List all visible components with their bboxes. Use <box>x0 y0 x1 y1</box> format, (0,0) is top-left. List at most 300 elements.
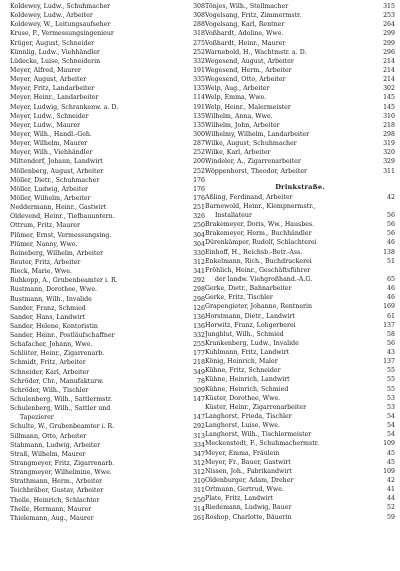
directory-entry <box>10 20 205 29</box>
directory-entry <box>10 258 205 267</box>
directory-entry <box>205 257 395 266</box>
entry-number: 330 <box>193 249 205 257</box>
directory-entry <box>205 385 395 394</box>
entry-number: 310 <box>383 112 395 120</box>
directory-entry <box>205 302 395 311</box>
entry-number: 145 <box>383 103 395 111</box>
entry-name: Dürenkämper, Rudolf, Schlachterei <box>205 239 317 247</box>
entry-name: Schulenberg, Wilh., Sattler und <box>10 405 111 413</box>
directory-entry <box>205 412 395 421</box>
entry-number: 191 <box>193 66 205 74</box>
directory-entry <box>10 505 205 514</box>
entry-name: Thelle, Hermann, Maurer <box>10 505 92 513</box>
entry-name: Grapengieter, Johanne, Rentnerin <box>205 303 313 311</box>
entry-name: Windeler, A., Zigarrenarbeiter <box>205 158 301 166</box>
entry-name: Meyer, Fr., Bauer, Gastwirt <box>205 458 291 466</box>
entry-name: Meyer, Heinr., Landarbeiter <box>10 94 99 102</box>
directory-entry <box>205 157 395 166</box>
directory-entry <box>10 322 205 331</box>
right-bottom-list <box>205 193 395 522</box>
entry-number: 253 <box>383 12 395 20</box>
directory-entry <box>205 266 395 275</box>
directory-entry <box>205 403 395 412</box>
entry-number: 309 <box>193 386 205 394</box>
entry-name: Schneider, Karl, Arbeiter <box>10 368 90 376</box>
directory-entry <box>205 476 395 485</box>
entry-number: 135 <box>193 112 205 120</box>
entry-name: Wöppenhorst, Theodor, Arbeiter <box>205 167 308 175</box>
entry-number: 169 <box>383 303 395 311</box>
entry-number: 61 <box>387 312 395 320</box>
entry-name: Meyer, Alfred, Maurer <box>10 66 81 74</box>
entry-number: 275 <box>193 39 205 47</box>
entry-number: 52 <box>387 504 395 512</box>
entry-number: 300 <box>193 130 205 138</box>
directory-entry <box>10 121 205 130</box>
entry-number: 56 <box>387 339 395 347</box>
directory-entry <box>10 84 205 93</box>
entry-name: Sander, Helene, Kontoristin <box>10 322 98 330</box>
directory-entry <box>10 404 205 413</box>
entry-name: Kühne, Heinrich, Landwirt <box>205 376 290 384</box>
directory-entry <box>10 468 205 477</box>
entry-name: Oldenburger, Adam, Dreher <box>205 477 294 485</box>
entry-name: Lüdecke, Luise, Schneiderin <box>10 57 101 65</box>
directory-entry <box>205 449 395 458</box>
entry-number: 200 <box>193 158 205 166</box>
entry-name: Rieck, Marie, Wwe. <box>10 268 72 276</box>
directory-entry <box>205 93 395 102</box>
directory-entry <box>205 220 395 229</box>
directory-entry <box>10 450 205 459</box>
directory-entry <box>10 514 205 523</box>
directory-entry <box>205 394 395 403</box>
entry-name: Meyer, Fritz, Landarbeiter <box>10 85 95 93</box>
directory-entry <box>205 421 395 430</box>
directory-entry <box>10 422 205 431</box>
entry-name: Rustmann, Wilh., Invalide <box>10 295 92 303</box>
entry-number: 43 <box>387 349 395 357</box>
entry-name: Schröder, Wilh., Tischler <box>10 386 89 394</box>
directory-entry <box>10 66 205 75</box>
entry-name: Küster, Heinr., Zigarrenarbeiter <box>205 403 307 411</box>
entry-number: 55 <box>387 385 395 393</box>
entry-name: Meyer, Ludw., Schneider <box>10 112 89 120</box>
entry-name: Kühne, Heinrich, Schmied <box>205 385 289 393</box>
directory-entry <box>205 193 395 202</box>
directory-entry <box>205 275 395 284</box>
directory-entry <box>205 121 395 130</box>
entry-number: 349 <box>193 368 205 376</box>
directory-entry <box>10 267 205 276</box>
entry-name: Jungblut, Wilh., Schmied <box>205 330 284 338</box>
entry-name: Koldewey, W., Leitungsaufseher <box>10 21 111 29</box>
directory-entry <box>10 249 205 258</box>
entry-name: Vogelsang, Fritz, Zimmermstr. <box>205 12 302 20</box>
entry-number: 332 <box>193 57 205 65</box>
directory-entry <box>10 276 205 285</box>
entry-name: Wegesend, August, Arbeiter <box>205 57 294 65</box>
entry-number: 42 <box>387 477 395 485</box>
entry-number: 135 <box>193 85 205 93</box>
entry-number: 136 <box>193 322 205 330</box>
entry-number: 312 <box>193 258 205 266</box>
entry-name: Meyer, Ludw., Maurer <box>10 121 81 129</box>
directory-entry <box>10 395 205 404</box>
entry-name: Wegesend, Herm., Arbeiter <box>205 66 292 74</box>
directory-entry <box>205 430 395 439</box>
entry-name: Einhoff, H., Reichsb.-Betr.-Ass. <box>205 248 303 256</box>
entry-name: Roshop, Charlotte, Bäuerin <box>205 513 292 521</box>
directory-entry <box>10 39 205 48</box>
entry-number: 308 <box>193 12 205 20</box>
directory-entry <box>205 348 395 357</box>
right-top-list <box>205 2 395 176</box>
directory-entry <box>205 503 395 512</box>
entry-number: 214 <box>383 66 395 74</box>
entry-number: 304 <box>193 231 205 239</box>
entry-number: 255 <box>193 341 205 349</box>
entry-name: Thielemann, Aug., Maurer <box>10 514 94 522</box>
entry-number: 45 <box>387 458 395 466</box>
entry-name: Krüger, August, Schneider <box>10 39 95 47</box>
entry-number: 326 <box>193 213 205 221</box>
entry-name: Tapezierer <box>20 414 54 422</box>
entry-number: 65 <box>387 275 395 283</box>
directory-entry <box>10 368 205 377</box>
entry-number: 54 <box>387 413 395 421</box>
directory-entry <box>205 148 395 157</box>
entry-name: Strangmeyer, Fritz, Zigarrenarb. <box>10 460 115 468</box>
entry-number: 176 <box>193 185 205 193</box>
entry-name: Koldewey, Ludw., Schuhmacher <box>10 3 111 10</box>
entry-name: Langhorst, Luise, Wwe. <box>205 422 280 430</box>
entry-number: 332 <box>193 332 205 340</box>
entry-number: 313 <box>193 432 205 440</box>
entry-number: 298 <box>193 295 205 303</box>
entry-number: 334 <box>193 441 205 449</box>
directory-entry <box>10 486 205 495</box>
directory-entry <box>10 386 205 395</box>
directory-entry <box>10 185 205 194</box>
entry-name: Reuter, Fritz, Arbeiter <box>10 258 81 266</box>
directory-entry <box>10 313 205 322</box>
entry-number: 292 <box>193 277 205 285</box>
entry-name: Künnlig, Ludw., Viehhändler <box>10 48 100 56</box>
entry-number: 137 <box>383 321 395 329</box>
entry-number: 312 <box>193 469 205 477</box>
directory-entry <box>205 494 395 503</box>
directory-entry <box>10 477 205 486</box>
directory-entry <box>10 295 205 304</box>
entry-number: 53 <box>387 394 395 402</box>
entry-number: 136 <box>193 313 205 321</box>
entry-name: Brakemeyer, Doris, Ww., Hausbes. <box>205 221 315 229</box>
entry-number: 138 <box>383 248 395 256</box>
entry-name: Plate, Fritz, Landwirt <box>205 495 273 503</box>
entry-name: der landw. Viehgroßhand.-A.G. <box>215 275 313 283</box>
entry-number: 312 <box>193 460 205 468</box>
directory-entry <box>205 167 395 176</box>
directory-entry <box>205 211 395 220</box>
directory-entry <box>10 285 205 294</box>
directory-entry <box>205 467 395 476</box>
right-column <box>205 2 395 522</box>
entry-number: 218 <box>193 359 205 367</box>
entry-number: 51 <box>387 257 395 265</box>
entry-number: 55 <box>387 376 395 384</box>
directory-entry <box>10 304 205 313</box>
directory-entry <box>10 377 205 386</box>
directory-entry <box>10 157 205 166</box>
entry-number: 314 <box>193 505 205 513</box>
directory-entry <box>205 458 395 467</box>
entry-number: 56 <box>387 230 395 238</box>
entry-number: 54 <box>387 422 395 430</box>
entry-name: Schafacher, Johann, Wwe. <box>10 341 93 349</box>
entry-name: Plümer, Ernst, Vermessungsing. <box>10 231 112 239</box>
entry-number: 298 <box>383 130 395 138</box>
entry-name: Meyer, Wilh., Viehhändler <box>10 149 93 157</box>
entry-name: Schlüter, Heinr., Zigarrenarb. <box>10 350 105 358</box>
entry-name: Koldewey, Ludw., Arbeiter <box>10 12 93 20</box>
directory-entry <box>10 231 205 240</box>
entry-number: 56 <box>387 211 395 219</box>
entry-name: Langhorst, Frieda, Tischler <box>205 413 292 421</box>
entry-name: Wilhelm, Anna, Wwe. <box>205 112 273 120</box>
entry-number: 214 <box>383 76 395 84</box>
directory-entry <box>10 112 205 121</box>
directory-entry <box>205 84 395 93</box>
entry-number: 296 <box>383 48 395 56</box>
directory-entry <box>10 48 205 57</box>
entry-name: Meckenstedt, F., Schuhmachermstr. <box>205 440 319 448</box>
entry-number: 250 <box>193 222 205 230</box>
directory-entry <box>10 459 205 468</box>
entry-number: 56 <box>387 221 395 229</box>
entry-name: Welp, Emma, Wwe. <box>205 94 267 102</box>
entry-name: Küster, Dorothee, Wwe. <box>205 394 281 402</box>
entry-name: Voßhardt, Heinr., Maurer <box>205 39 286 47</box>
directory-entry <box>205 321 395 330</box>
entry-number: 302 <box>383 85 395 93</box>
entry-number: 250 <box>193 496 205 504</box>
directory-entry <box>205 330 395 339</box>
directory-entry <box>10 340 205 349</box>
entry-name: Ottrum, Fritz, Maurer <box>10 222 80 230</box>
entry-name: Kühne, Fritz, Schneider <box>205 367 281 375</box>
entry-name: Welp, Heinr., Malermeister <box>205 103 291 111</box>
directory-entry <box>10 203 205 212</box>
entry-number: 109 <box>383 440 395 448</box>
entry-name: Langhorst, Wilh., Tischlermeister <box>205 431 312 439</box>
entry-name: Horwitz, Franz, Lohgerberei <box>205 321 296 329</box>
entry-number: 114 <box>193 94 205 102</box>
entry-number: 311 <box>383 167 395 175</box>
entry-name: Installateur <box>215 211 252 219</box>
directory-entry <box>205 366 395 375</box>
directory-entry <box>205 48 395 57</box>
entry-name: Neddermann, Heinr., Gastwirt <box>10 204 107 212</box>
entry-number: 41 <box>387 486 395 494</box>
directory-entry <box>205 312 395 321</box>
directory-entry <box>10 139 205 148</box>
directory-entry <box>205 103 395 112</box>
entry-number: 45 <box>387 449 395 457</box>
entry-name: Strathmann, Herm., Arbeiter <box>10 478 103 486</box>
directory-entry <box>205 57 395 66</box>
directory-entry <box>10 93 205 102</box>
directory-entry <box>205 139 395 148</box>
directory-entry <box>10 2 205 11</box>
entry-number: 315 <box>383 3 395 10</box>
entry-name: Wilhelm, John, Arbeiter <box>205 121 280 129</box>
entry-name: Sander, Hans, Landwirt <box>10 313 86 321</box>
directory-entry <box>205 284 395 293</box>
entry-name: Wilke, August, Schuhmacher <box>205 140 297 148</box>
entry-number: 78 <box>197 377 205 385</box>
directory-entry <box>205 130 395 139</box>
entry-name: Ortmann, Gertrud, Wwe. <box>205 486 284 494</box>
entry-name: König, Heinrich, Maler <box>205 358 278 366</box>
entry-number: 304 <box>193 240 205 248</box>
entry-number: 264 <box>383 21 395 29</box>
directory-entry <box>205 375 395 384</box>
entry-name: Oldevend, Heinr., Tiefbauuntern. <box>10 213 115 221</box>
entry-number: 46 <box>387 285 395 293</box>
entry-number: 54 <box>387 431 395 439</box>
entry-name: Voßhardt, Adeline, Wwe. <box>205 30 284 38</box>
directory-entry <box>10 130 205 139</box>
entry-name: Möller, Ludwig, Arbeiter <box>10 185 89 193</box>
entry-number: 46 <box>387 294 395 302</box>
entry-number: 147 <box>193 396 205 404</box>
entry-number: 319 <box>383 140 395 148</box>
entry-number: 298 <box>193 286 205 294</box>
directory-entry <box>205 293 395 302</box>
entry-number: 252 <box>193 167 205 175</box>
entry-number: 191 <box>193 103 205 111</box>
entry-number: 288 <box>193 21 205 29</box>
directory-entry <box>10 221 205 230</box>
left-column <box>10 2 205 523</box>
entry-name: Wegesend, Otto, Arbeiter <box>205 76 286 84</box>
entry-name: Vogelsang, Karl, Rentner <box>205 21 285 29</box>
directory-entry <box>205 112 395 121</box>
entry-number: 145 <box>383 94 395 102</box>
directory-entry <box>10 176 205 185</box>
entry-number: 176 <box>193 176 205 184</box>
entry-name: Sander, Franz, Schmied <box>10 304 86 312</box>
entry-number: 58 <box>387 330 395 338</box>
entry-name: Horstmann, Dietr., Landwirt <box>205 312 295 320</box>
entry-number: 252 <box>193 149 205 157</box>
entry-name: Wilke, Karl, Arbeiter <box>205 149 271 157</box>
entry-name: Möller, Dietr., Schuhmacher <box>10 176 100 184</box>
entry-name: Brakemeyer, Herm., Buchhändler <box>205 230 312 238</box>
entry-name: Tönjes, Wilh., Stellmacher <box>205 3 289 10</box>
entry-number: 135 <box>193 121 205 129</box>
entry-name: Mittendorf, Johann, Landwirt <box>10 158 103 166</box>
entry-name: Teichbräber, Gustav, Arbeiter <box>10 487 104 495</box>
directory-entry <box>10 441 205 450</box>
entry-number: 299 <box>383 39 395 47</box>
entry-number: 318 <box>193 30 205 38</box>
directory-entry <box>10 413 205 422</box>
entry-number: 335 <box>193 76 205 84</box>
directory-entry <box>10 29 205 38</box>
entry-number: 341 <box>193 268 205 276</box>
entry-name: Kruse, P., Vermessungsingenieur <box>10 30 114 38</box>
directory-entry <box>205 11 395 20</box>
entry-number: 311 <box>193 487 205 495</box>
entry-name: Gerke, Dietr., Bahnarbeiter <box>205 285 292 293</box>
entry-number: 299 <box>383 30 395 38</box>
entry-name: Sillmann, Otto, Arbeiter <box>10 432 87 440</box>
entry-number: 320 <box>383 149 395 157</box>
entry-name: Warnebold, H., Wachtmstr. a. D. <box>205 48 307 56</box>
entry-number: 46 <box>387 239 395 247</box>
entry-name: Wilhelmy, Wilhelm, Landarbeiter <box>205 130 310 138</box>
entry-name: Schröder, Chr., Manufakturw. <box>10 377 104 385</box>
directory-entry <box>10 331 205 340</box>
entry-number: 137 <box>383 358 395 366</box>
directory-entry <box>205 229 395 238</box>
directory-entry <box>10 349 205 358</box>
directory-entry <box>10 103 205 112</box>
entry-name: Straß, Wilhelm, Maurer <box>10 450 86 458</box>
entry-name: Nissen, Joh., Fabrikandwirt <box>205 467 292 475</box>
entry-name: Möller, Wilhelm, Arbeiter <box>10 194 91 202</box>
entry-number: 55 <box>387 367 395 375</box>
entry-name: Schulenberg, Wilh., Sattlermstr. <box>10 396 113 404</box>
entry-name: Meyer, Wilh., Handl.-Geh. <box>10 130 92 138</box>
entry-name: Möllenberg, August, Arbeiter <box>10 167 104 175</box>
entry-number: 261 <box>193 514 205 522</box>
directory-entry <box>205 75 395 84</box>
directory-entry <box>205 513 395 522</box>
entry-number: 42 <box>387 193 395 201</box>
entry-name: Meyer, Wilhelm, Maurer <box>10 140 88 148</box>
entry-number: 147 <box>193 414 205 422</box>
entry-number: 214 <box>383 57 395 65</box>
directory-entry <box>205 248 395 257</box>
directory-entry <box>205 339 395 348</box>
directory-entry <box>10 57 205 66</box>
entry-name: Krankenberg, Ludw., Invalide <box>205 339 299 347</box>
directory-entry <box>10 75 205 84</box>
entry-name: Schulte, W., Grubenbeamter i. R. <box>10 423 115 431</box>
directory-entry <box>205 202 395 211</box>
entry-name: Aßling, Ferdinand, Arbeiter <box>205 193 293 201</box>
entry-name: Stahmann, Ludwig, Arbeiter <box>10 441 101 449</box>
directory-entry <box>205 357 395 366</box>
directory-entry <box>10 358 205 367</box>
entry-number: 251 <box>193 204 205 212</box>
entry-name: Ruhkopp, A., Grubenbeamter i. R. <box>10 277 118 285</box>
entry-name: Reineberg, Wilhelm, Arbeiter <box>10 249 104 257</box>
entry-number: 109 <box>383 467 395 475</box>
entry-number: 44 <box>387 495 395 503</box>
directory-entry <box>205 485 395 494</box>
entry-number: 177 <box>193 350 205 358</box>
entry-name: Strangmeyer, Wilhelmine, Wwe. <box>10 469 112 477</box>
directory-entry <box>10 148 205 157</box>
directory-entry <box>205 2 395 11</box>
entry-number: 252 <box>193 48 205 56</box>
directory-entry <box>10 496 205 505</box>
entry-name: Enkelmann, Rich., Buchdruckerei <box>205 257 312 265</box>
